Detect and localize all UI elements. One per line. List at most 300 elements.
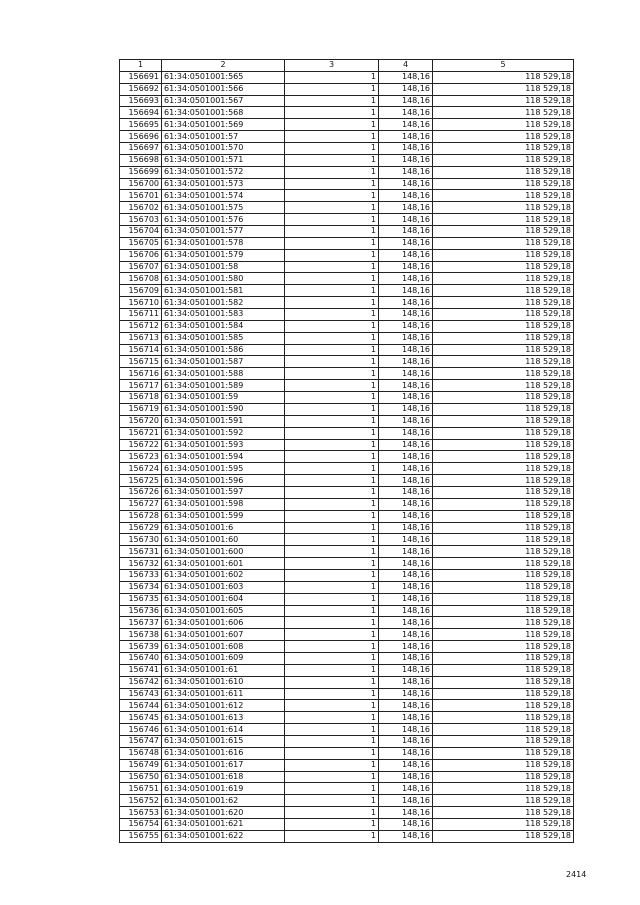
cadastral-number-cell: 61:34:0501001:60 <box>162 534 285 546</box>
quantity-cell: 1 <box>285 71 379 83</box>
quantity-cell: 1 <box>285 332 379 344</box>
area-cell: 148,16 <box>379 807 433 819</box>
area-cell: 148,16 <box>379 392 433 404</box>
value-cell: 118 529,18 <box>433 309 574 321</box>
area-cell: 148,16 <box>379 380 433 392</box>
cadastral-number-cell: 61:34:0501001:620 <box>162 807 285 819</box>
area-cell: 148,16 <box>379 771 433 783</box>
row-number-cell: 156711 <box>120 309 162 321</box>
cadastral-number-cell: 61:34:0501001:581 <box>162 285 285 297</box>
value-cell: 118 529,18 <box>433 202 574 214</box>
cadastral-number-cell: 61:34:0501001:589 <box>162 380 285 392</box>
quantity-cell: 1 <box>285 486 379 498</box>
area-cell: 148,16 <box>379 320 433 332</box>
row-number-cell: 156735 <box>120 593 162 605</box>
value-cell: 118 529,18 <box>433 178 574 190</box>
area-cell: 148,16 <box>379 83 433 95</box>
row-number-cell: 156721 <box>120 427 162 439</box>
value-cell: 118 529,18 <box>433 451 574 463</box>
table-row <box>120 700 574 712</box>
table-row <box>120 380 574 392</box>
quantity-cell: 1 <box>285 166 379 178</box>
area-cell: 148,16 <box>379 95 433 107</box>
cadastral-number-cell: 61:34:0501001:619 <box>162 783 285 795</box>
quantity-cell: 1 <box>285 463 379 475</box>
quantity-cell: 1 <box>285 783 379 795</box>
area-cell: 148,16 <box>379 652 433 664</box>
header-row <box>120 60 574 72</box>
cadastral-number-cell: 61:34:0501001:599 <box>162 510 285 522</box>
cadastral-number-cell: 61:34:0501001:568 <box>162 107 285 119</box>
quantity-cell: 1 <box>285 546 379 558</box>
row-number-cell: 156733 <box>120 569 162 581</box>
cadastral-number-cell: 61:34:0501001:569 <box>162 119 285 131</box>
cadastral-number-cell: 61:34:0501001:610 <box>162 676 285 688</box>
row-number-cell: 156692 <box>120 83 162 95</box>
area-cell: 148,16 <box>379 356 433 368</box>
value-cell: 118 529,18 <box>433 71 574 83</box>
table-row <box>120 605 574 617</box>
row-number-cell: 156701 <box>120 190 162 202</box>
row-number-cell: 156751 <box>120 783 162 795</box>
column-header-4: 4 <box>379 60 433 72</box>
table-row <box>120 154 574 166</box>
value-cell: 118 529,18 <box>433 83 574 95</box>
area-cell: 148,16 <box>379 71 433 83</box>
table-row <box>120 819 574 831</box>
value-cell: 118 529,18 <box>433 214 574 226</box>
table-row <box>120 190 574 202</box>
value-cell: 118 529,18 <box>433 676 574 688</box>
quantity-cell: 1 <box>285 214 379 226</box>
cadastral-number-cell: 61:34:0501001:59 <box>162 392 285 404</box>
quantity-cell: 1 <box>285 261 379 273</box>
quantity-cell: 1 <box>285 498 379 510</box>
value-cell: 118 529,18 <box>433 237 574 249</box>
area-cell: 148,16 <box>379 237 433 249</box>
table-row <box>120 451 574 463</box>
row-number-cell: 156718 <box>120 392 162 404</box>
area-cell: 148,16 <box>379 498 433 510</box>
quantity-cell: 1 <box>285 119 379 131</box>
quantity-cell: 1 <box>285 95 379 107</box>
area-cell: 148,16 <box>379 830 433 842</box>
row-number-cell: 156730 <box>120 534 162 546</box>
area-cell: 148,16 <box>379 558 433 570</box>
area-cell: 148,16 <box>379 688 433 700</box>
value-cell: 118 529,18 <box>433 641 574 653</box>
row-number-cell: 156715 <box>120 356 162 368</box>
area-cell: 148,16 <box>379 795 433 807</box>
quantity-cell: 1 <box>285 558 379 570</box>
column-header-5: 5 <box>433 60 574 72</box>
row-number-cell: 156738 <box>120 629 162 641</box>
row-number-cell: 156714 <box>120 344 162 356</box>
area-cell: 148,16 <box>379 202 433 214</box>
value-cell: 118 529,18 <box>433 226 574 238</box>
area-cell: 148,16 <box>379 403 433 415</box>
quantity-cell: 1 <box>285 273 379 285</box>
row-number-cell: 156697 <box>120 143 162 155</box>
table-row <box>120 795 574 807</box>
cadastral-number-cell: 61:34:0501001:583 <box>162 309 285 321</box>
value-cell: 118 529,18 <box>433 475 574 487</box>
area-cell: 148,16 <box>379 166 433 178</box>
value-cell: 118 529,18 <box>433 131 574 143</box>
row-number-cell: 156709 <box>120 285 162 297</box>
cadastral-number-cell: 61:34:0501001:593 <box>162 439 285 451</box>
cadastral-number-cell: 61:34:0501001:614 <box>162 724 285 736</box>
value-cell: 118 529,18 <box>433 273 574 285</box>
value-cell: 118 529,18 <box>433 439 574 451</box>
value-cell: 118 529,18 <box>433 249 574 261</box>
cadastral-number-cell: 61:34:0501001:598 <box>162 498 285 510</box>
row-number-cell: 156727 <box>120 498 162 510</box>
area-cell: 148,16 <box>379 510 433 522</box>
value-cell: 118 529,18 <box>433 190 574 202</box>
cadastral-number-cell: 61:34:0501001:616 <box>162 747 285 759</box>
quantity-cell: 1 <box>285 581 379 593</box>
row-number-cell: 156705 <box>120 237 162 249</box>
cadastral-number-cell: 61:34:0501001:575 <box>162 202 285 214</box>
row-number-cell: 156732 <box>120 558 162 570</box>
area-cell: 148,16 <box>379 226 433 238</box>
column-header-3: 3 <box>285 60 379 72</box>
row-number-cell: 156700 <box>120 178 162 190</box>
row-number-cell: 156713 <box>120 332 162 344</box>
quantity-cell: 1 <box>285 368 379 380</box>
value-cell: 118 529,18 <box>433 652 574 664</box>
quantity-cell: 1 <box>285 427 379 439</box>
quantity-cell: 1 <box>285 676 379 688</box>
row-number-cell: 156699 <box>120 166 162 178</box>
cadastral-number-cell: 61:34:0501001:618 <box>162 771 285 783</box>
row-number-cell: 156743 <box>120 688 162 700</box>
table-row <box>120 688 574 700</box>
table-row <box>120 166 574 178</box>
data-table <box>119 59 574 843</box>
area-cell: 148,16 <box>379 427 433 439</box>
cadastral-number-cell: 61:34:0501001:604 <box>162 593 285 605</box>
row-number-cell: 156747 <box>120 735 162 747</box>
cadastral-number-cell: 61:34:0501001:579 <box>162 249 285 261</box>
quantity-cell: 1 <box>285 475 379 487</box>
row-number-cell: 156708 <box>120 273 162 285</box>
cadastral-number-cell: 61:34:0501001:58 <box>162 261 285 273</box>
quantity-cell: 1 <box>285 226 379 238</box>
cadastral-number-cell: 61:34:0501001:584 <box>162 320 285 332</box>
table-row <box>120 83 574 95</box>
area-cell: 148,16 <box>379 759 433 771</box>
area-cell: 148,16 <box>379 724 433 736</box>
area-cell: 148,16 <box>379 297 433 309</box>
value-cell: 118 529,18 <box>433 558 574 570</box>
row-number-cell: 156722 <box>120 439 162 451</box>
row-number-cell: 156719 <box>120 403 162 415</box>
area-cell: 148,16 <box>379 747 433 759</box>
table-row <box>120 178 574 190</box>
value-cell: 118 529,18 <box>433 771 574 783</box>
cadastral-number-cell: 61:34:0501001:613 <box>162 712 285 724</box>
quantity-cell: 1 <box>285 724 379 736</box>
table-row <box>120 368 574 380</box>
cadastral-number-cell: 61:34:0501001:612 <box>162 700 285 712</box>
area-cell: 148,16 <box>379 309 433 321</box>
cadastral-number-cell: 61:34:0501001:570 <box>162 143 285 155</box>
page-number: 2414 <box>566 870 587 879</box>
value-cell: 118 529,18 <box>433 380 574 392</box>
quantity-cell: 1 <box>285 510 379 522</box>
value-cell: 118 529,18 <box>433 605 574 617</box>
cadastral-number-cell: 61:34:0501001:577 <box>162 226 285 238</box>
table-row <box>120 143 574 155</box>
cadastral-number-cell: 61:34:0501001:602 <box>162 569 285 581</box>
quantity-cell: 1 <box>285 629 379 641</box>
table-row <box>120 807 574 819</box>
value-cell: 118 529,18 <box>433 486 574 498</box>
table-row <box>120 641 574 653</box>
value-cell: 118 529,18 <box>433 534 574 546</box>
value-cell: 118 529,18 <box>433 143 574 155</box>
row-number-cell: 156742 <box>120 676 162 688</box>
cadastral-number-cell: 61:34:0501001:565 <box>162 71 285 83</box>
column-header-2: 2 <box>162 60 285 72</box>
row-number-cell: 156717 <box>120 380 162 392</box>
table-row <box>120 297 574 309</box>
quantity-cell: 1 <box>285 534 379 546</box>
table-row <box>120 403 574 415</box>
area-cell: 148,16 <box>379 641 433 653</box>
area-cell: 148,16 <box>379 569 433 581</box>
row-number-cell: 156741 <box>120 664 162 676</box>
cadastral-number-cell: 61:34:0501001:601 <box>162 558 285 570</box>
row-number-cell: 156750 <box>120 771 162 783</box>
value-cell: 118 529,18 <box>433 830 574 842</box>
value-cell: 118 529,18 <box>433 297 574 309</box>
value-cell: 118 529,18 <box>433 664 574 676</box>
table-row <box>120 392 574 404</box>
cadastral-number-cell: 61:34:0501001:622 <box>162 830 285 842</box>
table-row <box>120 747 574 759</box>
table-header <box>120 60 574 72</box>
value-cell: 118 529,18 <box>433 498 574 510</box>
row-number-cell: 156736 <box>120 605 162 617</box>
quantity-cell: 1 <box>285 664 379 676</box>
value-cell: 118 529,18 <box>433 356 574 368</box>
cadastral-number-cell: 61:34:0501001:608 <box>162 641 285 653</box>
cadastral-number-cell: 61:34:0501001:617 <box>162 759 285 771</box>
cadastral-number-cell: 61:34:0501001:585 <box>162 332 285 344</box>
row-number-cell: 156698 <box>120 154 162 166</box>
table-row <box>120 344 574 356</box>
quantity-cell: 1 <box>285 795 379 807</box>
table-row <box>120 309 574 321</box>
table-row <box>120 771 574 783</box>
quantity-cell: 1 <box>285 712 379 724</box>
cadastral-number-cell: 61:34:0501001:590 <box>162 403 285 415</box>
table-row <box>120 569 574 581</box>
column-header-1: 1 <box>120 60 162 72</box>
area-cell: 148,16 <box>379 439 433 451</box>
quantity-cell: 1 <box>285 380 379 392</box>
quantity-cell: 1 <box>285 131 379 143</box>
area-cell: 148,16 <box>379 463 433 475</box>
value-cell: 118 529,18 <box>433 700 574 712</box>
table-row <box>120 356 574 368</box>
quantity-cell: 1 <box>285 309 379 321</box>
quantity-cell: 1 <box>285 415 379 427</box>
area-cell: 148,16 <box>379 700 433 712</box>
value-cell: 118 529,18 <box>433 546 574 558</box>
area-cell: 148,16 <box>379 819 433 831</box>
value-cell: 118 529,18 <box>433 285 574 297</box>
value-cell: 118 529,18 <box>433 344 574 356</box>
value-cell: 118 529,18 <box>433 569 574 581</box>
table-row <box>120 214 574 226</box>
area-cell: 148,16 <box>379 249 433 261</box>
value-cell: 118 529,18 <box>433 166 574 178</box>
row-number-cell: 156752 <box>120 795 162 807</box>
value-cell: 118 529,18 <box>433 617 574 629</box>
value-cell: 118 529,18 <box>433 735 574 747</box>
cadastral-number-cell: 61:34:0501001:62 <box>162 795 285 807</box>
quantity-cell: 1 <box>285 344 379 356</box>
cadastral-number-cell: 61:34:0501001:580 <box>162 273 285 285</box>
row-number-cell: 156725 <box>120 475 162 487</box>
quantity-cell: 1 <box>285 356 379 368</box>
cadastral-number-cell: 61:34:0501001:621 <box>162 819 285 831</box>
area-cell: 148,16 <box>379 534 433 546</box>
value-cell: 118 529,18 <box>433 783 574 795</box>
quantity-cell: 1 <box>285 143 379 155</box>
table-row <box>120 629 574 641</box>
area-cell: 148,16 <box>379 605 433 617</box>
quantity-cell: 1 <box>285 320 379 332</box>
quantity-cell: 1 <box>285 641 379 653</box>
table-row <box>120 724 574 736</box>
value-cell: 118 529,18 <box>433 593 574 605</box>
cadastral-number-cell: 61:34:0501001:586 <box>162 344 285 356</box>
value-cell: 118 529,18 <box>433 724 574 736</box>
table-row <box>120 237 574 249</box>
row-number-cell: 156745 <box>120 712 162 724</box>
table-row <box>120 486 574 498</box>
row-number-cell: 156726 <box>120 486 162 498</box>
row-number-cell: 156723 <box>120 451 162 463</box>
value-cell: 118 529,18 <box>433 807 574 819</box>
area-cell: 148,16 <box>379 546 433 558</box>
area-cell: 148,16 <box>379 712 433 724</box>
value-cell: 118 529,18 <box>433 795 574 807</box>
table-row <box>120 712 574 724</box>
area-cell: 148,16 <box>379 154 433 166</box>
table-row <box>120 119 574 131</box>
row-number-cell: 156716 <box>120 368 162 380</box>
row-number-cell: 156728 <box>120 510 162 522</box>
table-row <box>120 475 574 487</box>
table-row <box>120 273 574 285</box>
area-cell: 148,16 <box>379 617 433 629</box>
value-cell: 118 529,18 <box>433 747 574 759</box>
value-cell: 118 529,18 <box>433 629 574 641</box>
area-cell: 148,16 <box>379 131 433 143</box>
area-cell: 148,16 <box>379 332 433 344</box>
quantity-cell: 1 <box>285 522 379 534</box>
table-row <box>120 546 574 558</box>
cadastral-number-cell: 61:34:0501001:591 <box>162 415 285 427</box>
row-number-cell: 156731 <box>120 546 162 558</box>
row-number-cell: 156706 <box>120 249 162 261</box>
row-number-cell: 156704 <box>120 226 162 238</box>
area-cell: 148,16 <box>379 107 433 119</box>
area-cell: 148,16 <box>379 119 433 131</box>
quantity-cell: 1 <box>285 190 379 202</box>
quantity-cell: 1 <box>285 830 379 842</box>
row-number-cell: 156729 <box>120 522 162 534</box>
table-row <box>120 415 574 427</box>
row-number-cell: 156739 <box>120 641 162 653</box>
row-number-cell: 156754 <box>120 819 162 831</box>
cadastral-number-cell: 61:34:0501001:588 <box>162 368 285 380</box>
cadastral-number-cell: 61:34:0501001:609 <box>162 652 285 664</box>
quantity-cell: 1 <box>285 451 379 463</box>
table-row <box>120 332 574 344</box>
cadastral-number-cell: 61:34:0501001:605 <box>162 605 285 617</box>
cadastral-number-cell: 61:34:0501001:606 <box>162 617 285 629</box>
area-cell: 148,16 <box>379 664 433 676</box>
value-cell: 118 529,18 <box>433 712 574 724</box>
cadastral-number-cell: 61:34:0501001:595 <box>162 463 285 475</box>
table-row <box>120 261 574 273</box>
area-cell: 148,16 <box>379 368 433 380</box>
value-cell: 118 529,18 <box>433 95 574 107</box>
value-cell: 118 529,18 <box>433 119 574 131</box>
row-number-cell: 156710 <box>120 297 162 309</box>
row-number-cell: 156744 <box>120 700 162 712</box>
quantity-cell: 1 <box>285 735 379 747</box>
row-number-cell: 156740 <box>120 652 162 664</box>
area-cell: 148,16 <box>379 214 433 226</box>
row-number-cell: 156703 <box>120 214 162 226</box>
quantity-cell: 1 <box>285 237 379 249</box>
table-row <box>120 498 574 510</box>
quantity-cell: 1 <box>285 403 379 415</box>
quantity-cell: 1 <box>285 285 379 297</box>
row-number-cell: 156696 <box>120 131 162 143</box>
table-row <box>120 249 574 261</box>
table-row <box>120 427 574 439</box>
table-row <box>120 534 574 546</box>
value-cell: 118 529,18 <box>433 688 574 700</box>
cadastral-number-cell: 61:34:0501001:582 <box>162 297 285 309</box>
row-number-cell: 156734 <box>120 581 162 593</box>
quantity-cell: 1 <box>285 83 379 95</box>
cadastral-number-cell: 61:34:0501001:566 <box>162 83 285 95</box>
value-cell: 118 529,18 <box>433 510 574 522</box>
value-cell: 118 529,18 <box>433 819 574 831</box>
value-cell: 118 529,18 <box>433 154 574 166</box>
cadastral-number-cell: 61:34:0501001:6 <box>162 522 285 534</box>
area-cell: 148,16 <box>379 285 433 297</box>
cadastral-number-cell: 61:34:0501001:571 <box>162 154 285 166</box>
table-row <box>120 439 574 451</box>
row-number-cell: 156746 <box>120 724 162 736</box>
table-row <box>120 676 574 688</box>
row-number-cell: 156755 <box>120 830 162 842</box>
area-cell: 148,16 <box>379 486 433 498</box>
quantity-cell: 1 <box>285 700 379 712</box>
quantity-cell: 1 <box>285 819 379 831</box>
